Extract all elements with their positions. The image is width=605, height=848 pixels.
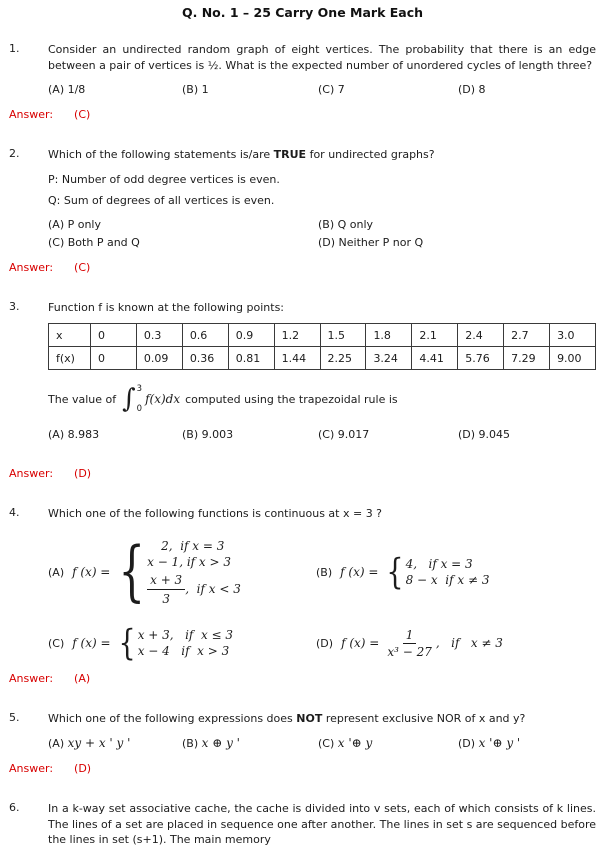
question-2-options xyxy=(48,218,596,249)
fraction-numerator: x + 3 xyxy=(147,572,185,590)
fx-table-cell: x xyxy=(49,324,91,347)
fx-table-cell: 0.6 xyxy=(182,324,228,347)
question-1 xyxy=(9,42,596,121)
fx-table-cell: 3.0 xyxy=(550,324,596,347)
piecewise-line: 2, if x = 3 xyxy=(161,538,225,553)
fraction-denominator: x³ − 27 xyxy=(387,644,432,659)
question-2-text xyxy=(48,147,596,163)
question-5-text-pre: Which one of the following expressions does xyxy=(48,711,297,725)
question-3-option-c: (C) 9.017 xyxy=(318,428,370,441)
question-4-option-a xyxy=(48,533,316,610)
integral-limits xyxy=(137,385,142,413)
question-5-text-post: represent exclusive NOR of x and y? xyxy=(322,711,526,725)
fx-table-cell: 2.1 xyxy=(412,324,458,347)
question-5 xyxy=(9,711,596,776)
question-3-option-d: (D) 9.045 xyxy=(458,428,511,441)
piecewise-line: x − 4 if x > 3 xyxy=(137,644,230,659)
question-5-answer xyxy=(9,762,596,775)
question-5-number: 5. xyxy=(9,710,20,724)
fraction xyxy=(387,628,432,659)
option-expression: x '⊕ y xyxy=(337,736,373,751)
left-brace-icon: { xyxy=(118,623,136,664)
answer-label: Answer: xyxy=(9,108,54,121)
question-4-number: 4. xyxy=(9,506,20,519)
fx-table-cell: 0.9 xyxy=(228,324,274,347)
question-1-number: 1. xyxy=(9,42,20,55)
piecewise-function xyxy=(386,552,490,593)
piecewise-line: 8 − x if x ≠ 3 xyxy=(405,573,490,588)
fx-table-cell: 0.36 xyxy=(182,347,228,370)
function-notation: f (x) = xyxy=(341,636,380,651)
fx-table-row-x xyxy=(49,324,596,347)
fx-value-table xyxy=(48,323,596,370)
left-brace-icon: { xyxy=(386,552,404,593)
answer-value: (C) xyxy=(74,260,91,274)
fx-table-cell: 0.09 xyxy=(136,347,182,370)
fx-table-cell: 2.25 xyxy=(320,347,366,370)
fx-table-cell: 3.24 xyxy=(366,347,412,370)
fx-table-cell: 0.81 xyxy=(228,347,274,370)
condition-text: , if x ≠ 3 xyxy=(435,636,503,651)
question-5-option-a xyxy=(48,736,182,750)
question-6 xyxy=(9,801,596,848)
option-label: (B) xyxy=(182,737,199,751)
fraction xyxy=(147,572,185,607)
question-5-text xyxy=(48,711,596,727)
option-label: (C) xyxy=(318,737,335,751)
option-expression: x ⊕ y ' xyxy=(201,736,240,751)
question-3-text: Function f is known at the following points: xyxy=(48,300,285,314)
fx-table-cell: 0.3 xyxy=(136,324,182,347)
question-3-option-a: (A) 8.983 xyxy=(48,428,100,441)
question-5-option-b xyxy=(182,736,318,750)
option-label: (D) xyxy=(458,737,476,751)
question-1-text: Consider an undirected random graph of eight vertices. The probability that there is an edge between a pair of vertices is ½. What is the expected number of unordered cycles of length three? xyxy=(48,43,596,72)
rational-function xyxy=(387,628,503,659)
integral-upper-limit: 3 xyxy=(136,384,143,394)
question-2-text-post: for undirected graphs? xyxy=(306,148,435,161)
fx-table-cell: 1.2 xyxy=(274,324,320,347)
question-1-option-b: (B) 1 xyxy=(182,83,209,96)
question-1-option-d: (D) 8 xyxy=(458,83,486,96)
answer-value: (A) xyxy=(74,671,91,685)
answer-label: Answer: xyxy=(9,467,54,480)
fx-table-cell: 7.29 xyxy=(504,347,550,370)
question-2-option-b: (B) Q only xyxy=(318,217,374,231)
option-label: (A) xyxy=(48,565,65,579)
question-1-options xyxy=(48,83,596,96)
question-2-option-a: (A) P only xyxy=(48,217,102,231)
fx-table-cell: 1.44 xyxy=(274,347,320,370)
question-4 xyxy=(9,506,596,685)
question-5-option-d xyxy=(458,736,596,750)
question-2-option-d: (D) Neither P nor Q xyxy=(318,235,424,249)
question-6-number: 6. xyxy=(9,801,20,815)
question-2-statement-q: Q: Sum of degrees of all vertices is even. xyxy=(48,193,275,207)
left-brace-icon: { xyxy=(118,533,146,610)
question-2-option-c: (C) Both P and Q xyxy=(48,235,140,249)
question-4-options xyxy=(48,533,596,664)
fx-table-cell: 0 xyxy=(91,324,137,347)
integral-lower-limit: 0 xyxy=(136,403,143,414)
fx-table-cell: 9.00 xyxy=(550,347,596,370)
function-notation: f (x) = xyxy=(340,565,379,580)
fraction-numerator: 1 xyxy=(403,628,417,644)
question-4-option-b xyxy=(316,552,596,593)
question-2-statement-p: P: Number of odd degree vertices is even. xyxy=(48,172,280,186)
question-3-integral-line xyxy=(48,382,596,416)
function-notation: f (x) = xyxy=(72,565,111,580)
function-notation: f (x) = xyxy=(72,636,111,651)
answer-label: Answer: xyxy=(9,260,54,274)
answer-value: (D) xyxy=(74,467,92,480)
question-4-option-d xyxy=(316,628,596,659)
piecewise-line: x − 1, if x > 3 xyxy=(147,554,232,569)
option-expression: x '⊕ y ' xyxy=(478,736,521,751)
fx-table-cell: 1.5 xyxy=(320,324,366,347)
question-3-number: 3. xyxy=(9,299,20,313)
fx-table-row-fx xyxy=(49,347,596,370)
fx-table-cell: 2.7 xyxy=(504,324,550,347)
piecewise-line: 4, if x = 3 xyxy=(405,557,473,572)
question-5-options xyxy=(48,736,596,750)
fx-table-cell: f(x) xyxy=(49,347,91,370)
piecewise-function xyxy=(118,533,241,610)
question-2-number: 2. xyxy=(9,147,20,160)
question-4-answer xyxy=(9,672,596,685)
question-5-option-c xyxy=(318,736,458,750)
option-label: (B) xyxy=(316,565,333,579)
question-3-options xyxy=(48,428,596,441)
fx-table-cell: 5.76 xyxy=(458,347,504,370)
fx-table-cell: 0 xyxy=(91,347,137,370)
integral-post-text: computed using the trapezoidal rule is xyxy=(185,392,398,406)
question-4-option-c xyxy=(48,623,316,664)
option-label: (A) xyxy=(48,737,65,751)
piecewise-line xyxy=(147,572,241,607)
question-3-answer xyxy=(9,467,596,480)
question-2-text-bold: TRUE xyxy=(273,148,307,161)
question-2-text-pre: Which of the following statements is/are xyxy=(48,148,274,161)
section-title: Q. No. 1 – 25 Carry One Mark Each xyxy=(181,5,424,20)
integral-icon: ∫ xyxy=(122,384,136,414)
piecewise-condition: , if x < 3 xyxy=(185,582,241,597)
answer-value: (D) xyxy=(74,762,92,776)
question-3-option-b: (B) 9.003 xyxy=(182,428,234,441)
question-1-answer xyxy=(9,108,596,121)
fx-table-cell: 2.4 xyxy=(458,324,504,347)
question-2 xyxy=(9,147,596,274)
option-label: (D) xyxy=(316,636,334,650)
question-4-text: Which one of the following functions is continuous at x = 3 ? xyxy=(48,507,383,520)
question-1-option-a: (A) 1/8 xyxy=(48,83,86,96)
fx-table-cell: 1.8 xyxy=(366,324,412,347)
answer-label: Answer: xyxy=(9,671,54,685)
option-expression: xy + x ' y ' xyxy=(67,736,131,751)
integral-pre-text: The value of xyxy=(48,392,117,406)
integral-expression: f(x)dx xyxy=(145,392,181,406)
question-5-text-bold: NOT xyxy=(296,711,323,725)
question-2-answer xyxy=(9,261,596,274)
fx-table-cell: 4.41 xyxy=(412,347,458,370)
question-3 xyxy=(9,300,596,481)
answer-label: Answer: xyxy=(9,762,54,776)
piecewise-function xyxy=(118,623,234,664)
answer-value: (C) xyxy=(74,108,91,121)
fraction-denominator: 3 xyxy=(162,592,170,607)
question-6-text: In a k-way set associative cache, the cache is divided into v sets, each of which consists of k lines. The lines of a set are placed in sequence one after another. The lines in set s are sequenced before the lines in set (s+1). The main memory xyxy=(48,802,596,847)
piecewise-line: x + 3, if x ≤ 3 xyxy=(137,628,234,643)
question-1-option-c: (C) 7 xyxy=(318,83,345,96)
option-label: (C) xyxy=(48,636,65,650)
